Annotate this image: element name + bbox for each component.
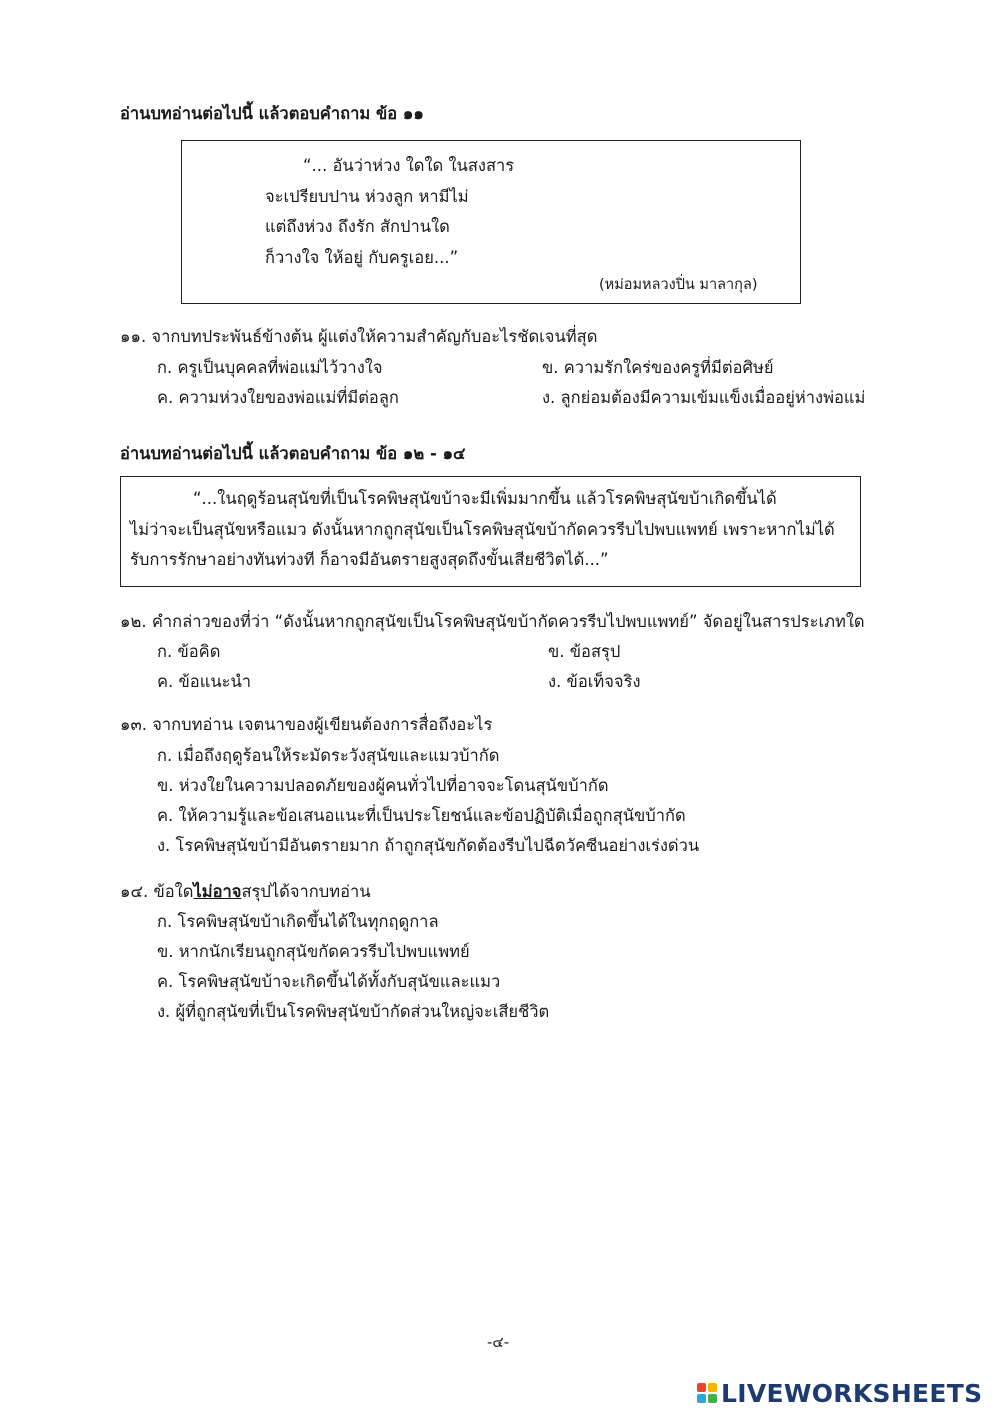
- question-13: ๑๓. จากบทอ่าน เจตนาของผู้เขียนต้องการสื่อถึงอะไร: [120, 715, 493, 734]
- section-heading-1: อ่านบทอ่านต่อไปนี้ แล้วตอบคำถาม ข้อ ๑๑: [120, 104, 424, 123]
- poem-line: แต่ถึงห่วง ถึงรัก สักปานใด: [265, 217, 450, 236]
- poem-line: “... อันว่าห่วง ใดใด ในสงสาร: [303, 156, 515, 175]
- question-11: ๑๑. จากบทประพันธ์ข้างต้น ผู้แต่งให้ความสำคัญกับอะไรชัดเจนที่สุด: [120, 327, 598, 346]
- q14-option-b[interactable]: ข. หากนักเรียนถูกสุนัขกัดควรรีบไปพบแพทย์: [157, 942, 470, 961]
- q12-option-d[interactable]: ง. ข้อเท็จจริง: [548, 672, 641, 691]
- question-14-suffix: สรุปได้จากบทอ่าน: [241, 882, 371, 901]
- q14-option-a[interactable]: ก. โรคพิษสุนัขบ้าเกิดขึ้นได้ในทุกฤดูกาล: [157, 912, 439, 931]
- q12-option-c[interactable]: ค. ข้อแนะนำ: [157, 672, 252, 691]
- passage-line: “...ในฤดูร้อนสุนัขที่เป็นโรคพิษสุนัขบ้าจะมีเพิ่มมากขึ้น แล้วโรคพิษสุนัขบ้าเกิดขึ้นได้: [193, 489, 777, 508]
- poem-line: จะเปรียบปาน ห่วงลูก หามีไม่: [265, 187, 469, 206]
- q14-option-c[interactable]: ค. โรคพิษสุนัขบ้าจะเกิดขึ้นได้ทั้งกับสุนัขและแมว: [157, 972, 501, 991]
- page-number: -๔-: [487, 1333, 510, 1351]
- passage-line: รับการรักษาอย่างทันท่วงที ก็อาจมีอันตรายสูงสุดถึงขั้นเสียชีวิตได้...”: [130, 550, 609, 569]
- q11-option-c[interactable]: ค. ความห่วงใยของพ่อแม่ที่มีต่อลูก: [157, 388, 399, 407]
- q13-option-d[interactable]: ง. โรคพิษสุนัขบ้ามีอันตรายมาก ถ้าถูกสุนัขกัดต้องรีบไปฉีดวัคซีนอย่างเร่งด่วน: [157, 836, 700, 855]
- q11-option-a[interactable]: ก. ครูเป็นบุคคลที่พ่อแม่ไว้วางใจ: [157, 358, 383, 377]
- q14-option-d[interactable]: ง. ผู้ที่ถูกสุนัขที่เป็นโรคพิษสุนัขบ้ากัดส่วนใหญ่จะเสียชีวิต: [157, 1002, 550, 1021]
- q12-option-a[interactable]: ก. ข้อคิด: [157, 642, 221, 661]
- question-14-prefix: ๑๔. ข้อใด: [120, 882, 194, 901]
- q11-option-b[interactable]: ข. ความรักใคร่ของครูที่มีต่อศิษย์: [542, 358, 774, 377]
- poem-box: [181, 140, 801, 304]
- logo-text: LIVEWORKSHEETS: [721, 1378, 983, 1408]
- q13-option-b[interactable]: ข. ห่วงใยในความปลอดภัยของผู้คนทั่วไปที่อาจจะโดนสุนัขบ้ากัด: [157, 776, 609, 795]
- poem-author: (หม่อมหลวงปิ่น มาลากุล): [599, 277, 758, 293]
- passage-box: [120, 476, 861, 587]
- poem-line: ก็วางใจ ให้อยู่ กับครูเอย...”: [265, 248, 459, 267]
- question-14-emphasis: ไม่อาจ: [193, 882, 242, 901]
- q13-option-a[interactable]: ก. เมื่อถึงฤดูร้อนให้ระมัดระวังสุนัขและแมวบ้ากัด: [157, 746, 500, 765]
- passage-line: ไม่ว่าจะเป็นสุนัขหรือแมว ดังนั้นหากถูกสุนัขเป็นโรคพิษสุนัขบ้ากัดควรรีบไปพบแพทย์ เพราะหากไม่ได้: [130, 520, 835, 539]
- section-heading-2: อ่านบทอ่านต่อไปนี้ แล้วตอบคำถาม ข้อ ๑๒ - ๑๔: [120, 444, 466, 463]
- q12-option-b[interactable]: ข. ข้อสรุป: [548, 642, 621, 661]
- question-14: [120, 879, 371, 905]
- question-12: ๑๒. คำกล่าวของที่ว่า “ดังนั้นหากถูกสุนัขเป็นโรคพิษสุนัขบ้ากัดควรรีบไปพบแพทย์” จัดอยู่ในสารประเภทใด: [120, 612, 865, 631]
- liveworksheets-logo: [697, 1378, 982, 1408]
- q13-option-c[interactable]: ค. ให้ความรู้และข้อเสนอแนะที่เป็นประโยชน์และข้อปฏิบัติเมื่อถูกสุนัขบ้ากัด: [157, 806, 686, 825]
- q11-option-d[interactable]: ง. ลูกย่อมต้องมีความเข้มแข็งเมื่ออยู่ห่างพ่อแม่: [542, 388, 866, 407]
- logo-mark-icon: [697, 1383, 717, 1403]
